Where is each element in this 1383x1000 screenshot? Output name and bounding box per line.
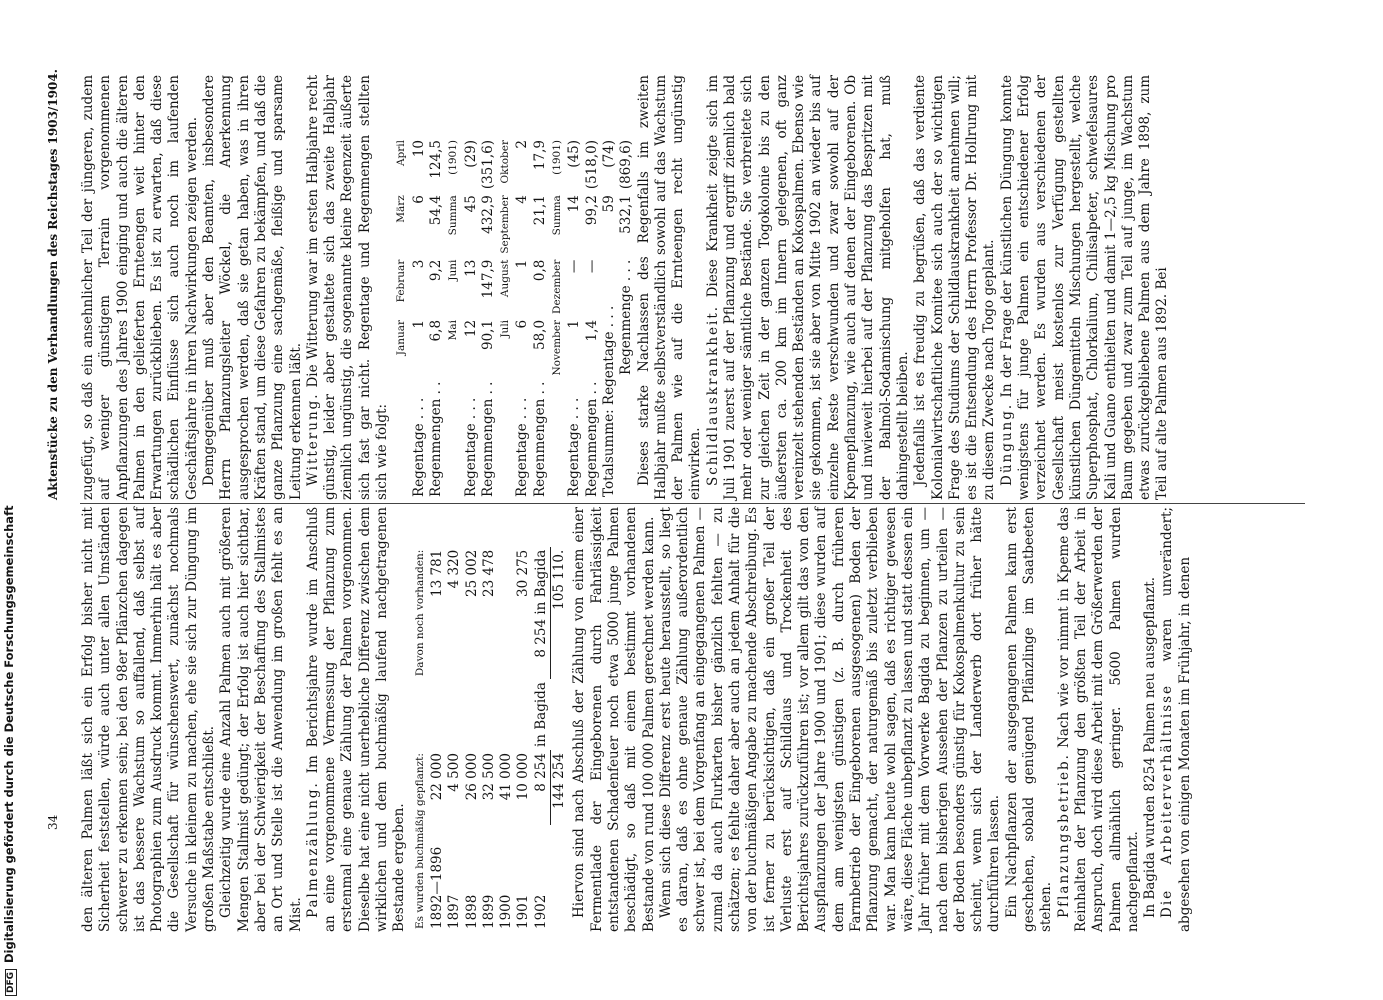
column-two-text (80, 507, 1305, 932)
section-palmenzaehlung: Palmenzählung. (304, 781, 321, 918)
digitization-text: Digitalisierung gefördert durch die Deutsche Forschungsgemeinschaft (2, 505, 16, 963)
section-duengung: Düngung. (998, 402, 1015, 486)
table-row: 1900 41 000 (498, 753, 515, 929)
section-witterung: Witterung. (304, 392, 321, 486)
dfg-logo: DFG (5, 969, 17, 996)
table-total-row: 144 254 105 110. (551, 549, 568, 809)
col1-p1: zugefügt, so daß ein ansehnlicher Teil der jüngeren, zudem auf weniger günstigem Terrain vorgenommenen Anpflanzungen des Jahres 1900 einging und auch die älteren Palmen in den gelieferten Ernteengen weit hinter den Erwartungen zurückblieben. Es ist zu erwarten, daß diese schädlichen Einflüsse sich auch noch im laufenden Geschäftsjahre in ihren Nachwirkungen zeigen werden. (80, 75, 200, 500)
col1-p2: Demgegenüber muß aber den Beamten, insbesondere Herrn Pflanzungsleiter Wöckel, die Anerkennung ausgesprochen werden, daß sie getan haben, was in ihren Kräften stand, um diese Gefahren zu bekämpfen, und daß die ganze Pflanzung eine sachgemäße, fleißige und sparsame Leitung erkennen läßt. (201, 75, 304, 500)
col1-p4: Dieses starke Nachlassen des Regenfalls im zweiten Halbjahr mußte selbstverständlich sowohl auf das Wachstum der Palmen wie auf die Ernteengen recht ungünstig einwirken. (635, 75, 704, 500)
col2-p6: Ein Nachpflanzen der ausgegangenen Palmen kann erst geschehen, sobald genügend Pflänzlinge im Saatbeeten stehen. (1003, 507, 1055, 932)
column-one-text (80, 75, 1305, 500)
rain-table-1: Januar Februar März April Regentage . . . 1 3 6 10 Regenmengen . . 6,8 9,2 54,4 124,5 Mai Juni Summa (1901) Regentage . . . 12 13 45 (29) Regenmengen . . 90,1 147,9 432,9 (351,6) Juli August September Oktober Regentage . . . 6 1 4 2 Regenmengen . . 58,0 0,8 21,1 17,9 November Dezember Summa (1901) Regentage . . . 1 — 14 (45) Regenmengen . . 1,4 — 99,2 (518,0) Totalsumme: Regentage . . . 59 (74) Regenmenge . . . 532,1 (869,6) (395, 139, 635, 497)
col1-p6: Jedenfalls ist es freudig zu begrüßen, daß das verdiente Kolonialwirtschaftliche Komitee sich auch der so wichtigen Frage des Studiums der Schildlauskrankheit annehmen will; es ist die Entsendung des Herrn Professor Dr. Hollrung mit zu diesem Zwecke nach Togo geplant. (912, 75, 998, 500)
section-arbeiter: Die Arbeiterverhältnisse (1159, 683, 1176, 918)
col2-p9: waren unverändert; abgesehen von einigen Monaten im Frühjahr, in denen (1159, 506, 1193, 932)
col2-p8: In Bagida wurden 8254 Palmen neu ausgepflanzt. (1142, 576, 1159, 918)
remaining-heading: Davon noch vorhanden: (413, 549, 426, 677)
col2-p3: Im Berichtsjahre wurde im Anschluß an eine vorgenommene Vermessung der Pflanzung zum erstenmal eine genaue Zählung der Palmen vorgenommen. Dieselbe hat eine nicht unerhebliche Differenz zwischen dem wirklichen und dem buchmäßig laufend nachgetragenen Bestande ergeben. (304, 507, 408, 932)
table-row: 1901 10 000 30 275 (515, 549, 532, 929)
col1-p7: In der Frage der künstlichen Düngung konnte wenigstens für junge Palmen ein entschiedener Erfolg verzeichnet werden. Es wurden aus verschiedenen der Gesellschaft meist kostenlos zur Verfügung gestellten künstlichen Düngemitteln Mischungen hergestellt, welche Superphosphat, Chlorkalium, Chilisalpeter, schwefelsaures Kali und Guano enthielten und damit 1—2,5 kg Mischung pro Baum gegeben und zwar zum Teil auf junge, im Wachstum etwas zurückgebliebene Palmen aus dem Jahre 1898, zum Teil auf alte Palmen aus 1892. Bei (998, 75, 1171, 500)
table-row: 1897 4 500 4 320 (446, 549, 463, 929)
col2-p1: den älteren Palmen läßt sich ein Erfolg bisher nicht mit Sicherheit feststellen, würde auch unter allen Umständen schwerer zu erkennen sein; bei den 98er Pflänzchen dagegen ist das bessere Wachstum so auffallend, daß selbst auf Photographien zum Ausdruck kommt. Immerhin hält es aber die Gesellschaft für wünschenswert, zunächst nochmals Versuche in kleinem zu machen, ehe sie sich zur Düngung im großen Maßstabe entschließt. (80, 507, 218, 932)
footer-number: 34 (46, 814, 60, 830)
col2-p7: Nach wie vor nimmt in Kpeme das Reinhalten der Pflanzung den größten Teil der Arbeit in Anspruch, doch wird diese Arbeit mit dem Größerwerden der Palmen allmählich geringer. 5600 Palmen wurden nachgepflanzt. (1055, 507, 1141, 932)
col1-p5: Diese Krankheit zeigte sich im Juli 1901 zuerst auf der Pflanzung und ergriff ziemlich bald mehr oder weniger sämtliche Bestände. Sie verbreitete sich zur gleichen Zeit in der ganzen Togokolonie bis zu den äußersten ca. 200 km im Innern gelegenen, oft ganz vereinzelt stehenden Beständen an Kokospalmen. Ebenso wie sie gekommen, ist sie aber von Mitte 1902 an wieder bis auf einzelne Reste verschwunden und zwar sowohl auf der Kpemepflanzung, wie auch auf denen der Eingeborenen. Ob und inwieweit hierbei auf der Pflanzung das Bespritzen mit der Balmöl-Sodamischung mitgeholfen hat, muß dahingestellt bleiben. (704, 74, 911, 500)
col2-p5: Wenn sich diese Differenz erst heute herausstellt, so liegt es daran, daß es ohne genaue Zählung außerordentlich schwer ist, bei dem Vorgenfang an eingegangenen Palmen — zumal da auch Flurkarten bisher gänzlich fehlten — zu schätzen; es fehlte daher aber auch an jedem Anhalt für die von der buchmäßigen Angabe zu machende Abschreibung. Es ist ferner zu berücksichtigen, daß ein großer Teil der Verluste erst auf Schildlaus und Trockenheit des Berichtsjahres zurückzuführen ist; vor allem gilt das von den Auspflanzungen der Jahre 1900 und 1901; diese wurden auf dem am wenigsten günstigen (z. B. durch früheren Farmbetrieb der Eingeborenen ausgesogenen) Boden der Pflanzung gemacht, der naturgemäß bis zuletzt verblieben war. Man kann heute wohl sagen, daß es richtiger gewesen wäre, diese Fläche unbepflanzt zu lassen und statt dessen ein Jahr früher mit dem Vorwerke Bagida zu beginnen, um — nach dem bisherigen Aussehen der Pflanzen zu urteilen — der Boden besonders günstig für Kokospalmenkultur zu sein scheint, wenn sich der Landerwerb dort früher hätte durchführen lassen. (657, 507, 1003, 932)
table-row: 1892—1896 22 000 13 781 (428, 549, 445, 929)
col2-p4: Hiervon sind nach Abschluß der Zählung von einem einer Fermentlade der Eingeborenen durch Fahrlässigkeit entstandenen Schadenfeuer noch etwa 5000 junge Palmen beschädigt, so daß mit einem bestimmt vorhandenen Bestande von rund 100 000 Palmen gerechnet werden kann. (571, 507, 657, 932)
section-pflanzungsbetrieb: Pflanzungsbetrieb. (1055, 753, 1072, 918)
planted-heading: Es wurden buchmäßig gepflanzt: (413, 753, 426, 929)
section-schildlaus: Schildlauskrankheit. (704, 304, 721, 486)
col2-p2: Gleichzeitig wurde eine Anzahl Palmen auch mit größeren Mengen Stallmist gedüngt; der Erfolg ist auch hier sichtbar, aber bei der Schwierigkeit der Beschaffung des Stallmistes an Ort und Stelle ist die Anwendung im großen fehlt es an Mist. (218, 507, 304, 932)
table-row: 1902 8 254 in Bagida 8 254 in Bagida (533, 547, 551, 932)
table-row: 1898 26 000 25 002 (463, 549, 480, 929)
palm-count-table (412, 547, 569, 932)
table-row: 1899 32 500 23 478 (480, 549, 497, 929)
column-divider (80, 503, 1305, 504)
col1-p3: Die Witterung war im ersten Halbjahre recht günstig, leider aber gestaltete sich das zweite Halbjahr ziemlich ungünstig, die sogenannte kleine Regenzeit äußerte sich fast gar nicht. Regentage und Regenmengen stellten sich wie folgt: (304, 75, 391, 500)
footer-title: Aktenstücke zu den Verhandlungen des Reichstages 1903/1904. (46, 69, 60, 500)
